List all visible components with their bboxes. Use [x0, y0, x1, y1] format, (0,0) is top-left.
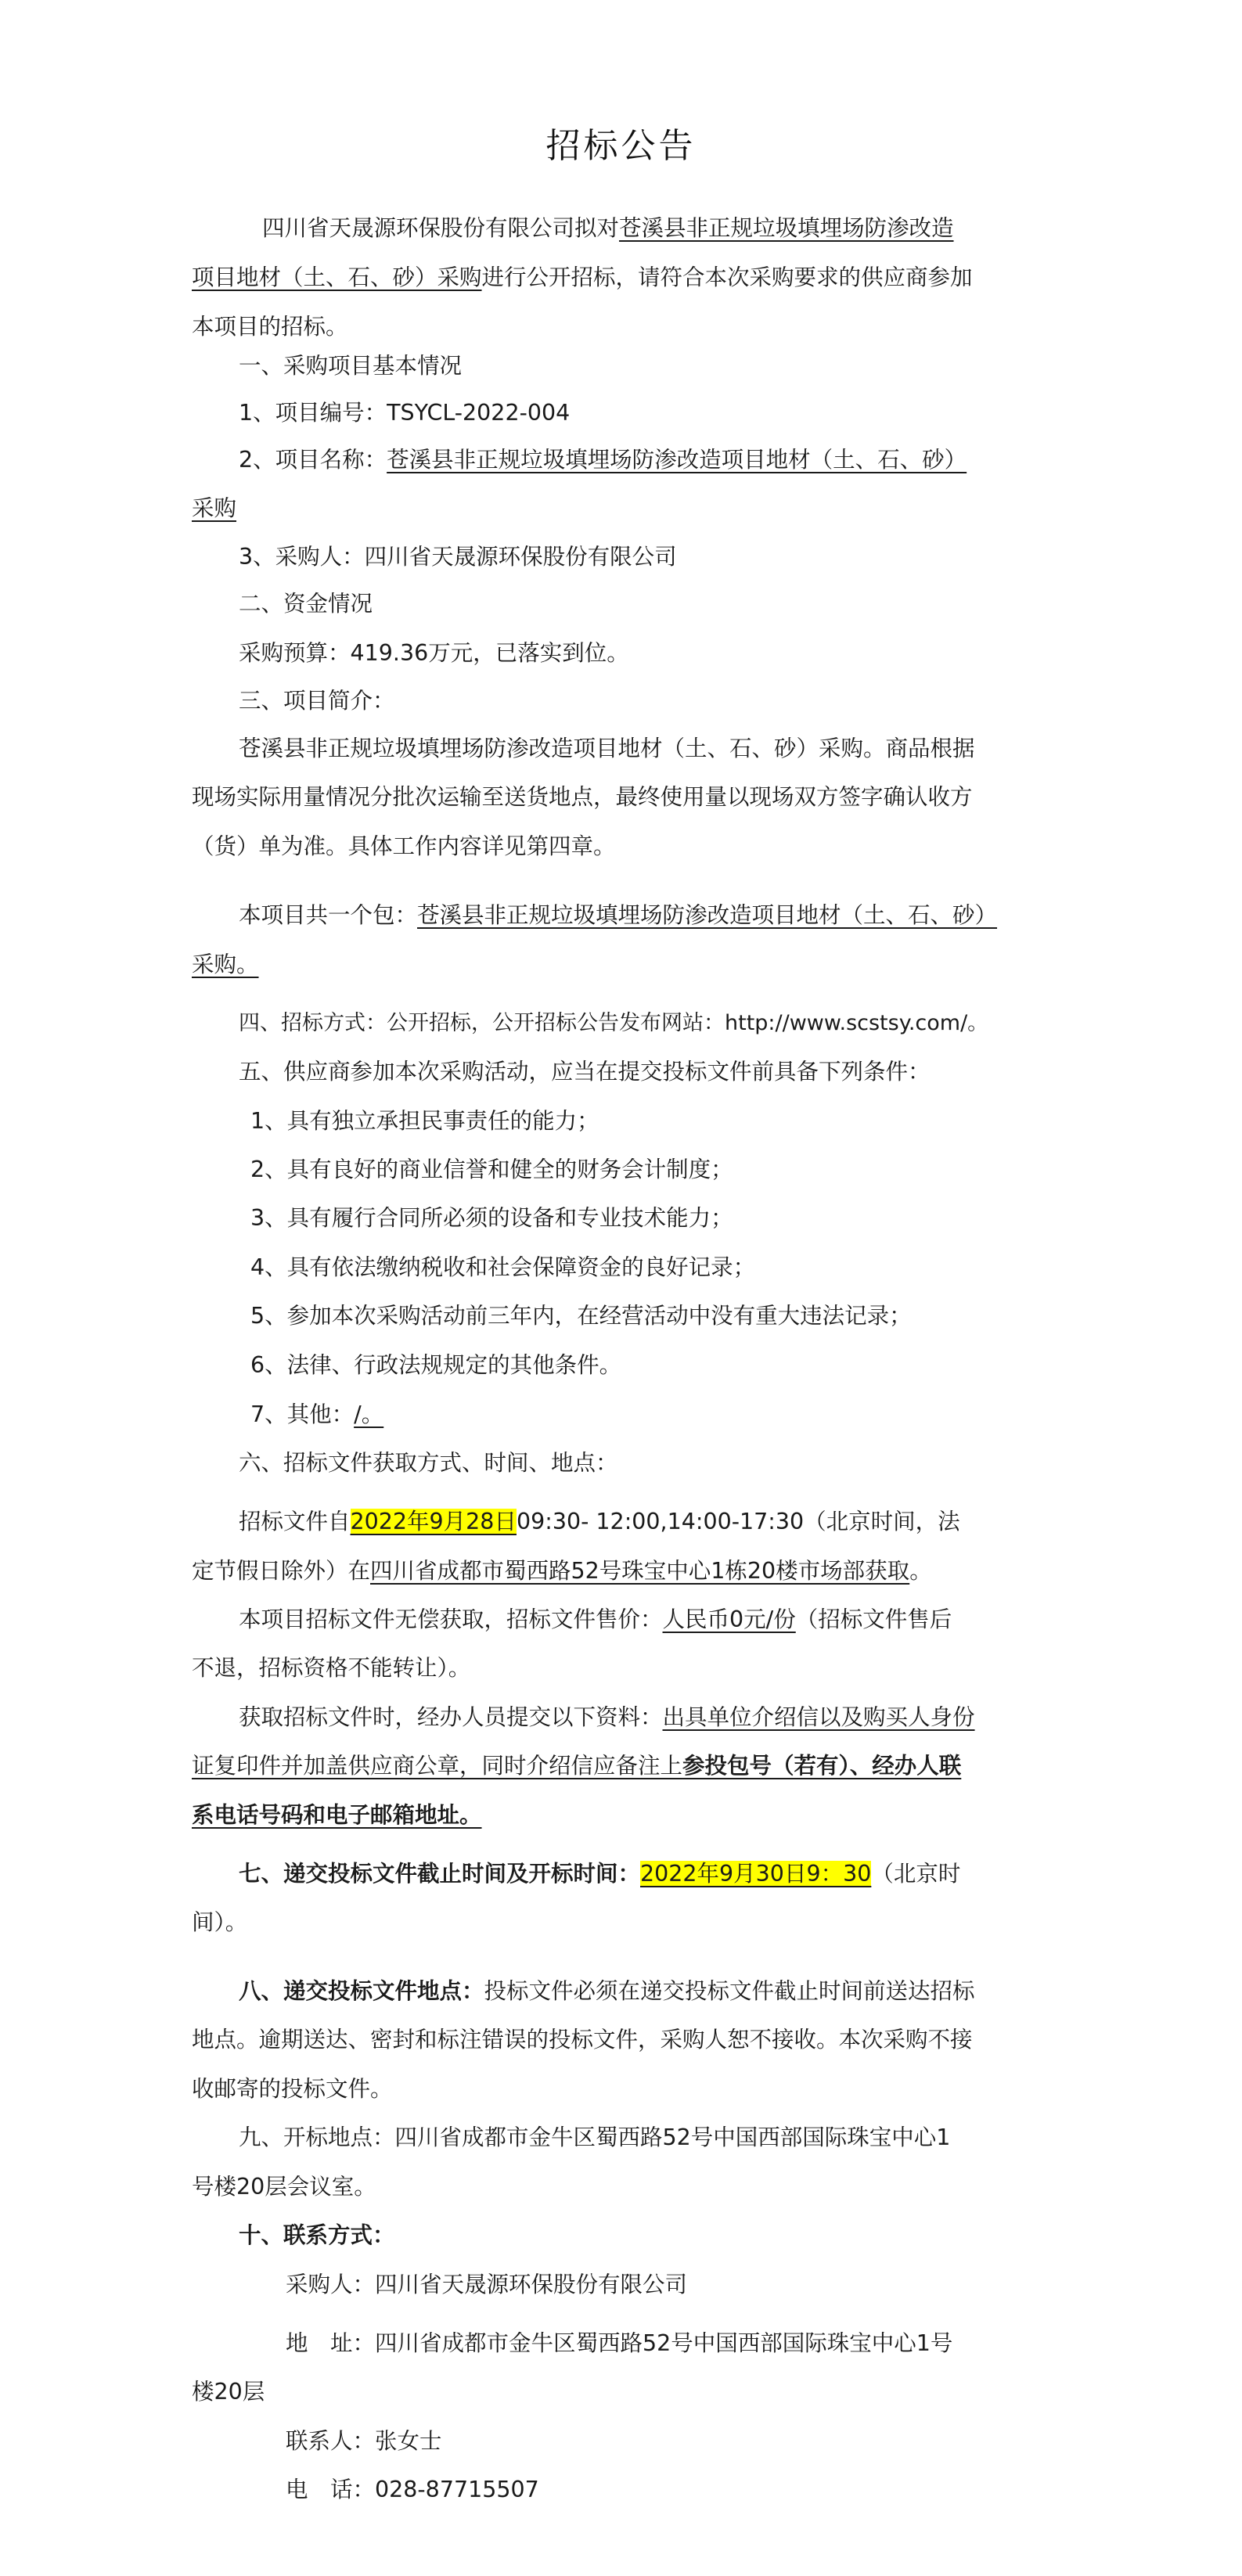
submission-text: 投标文件必须在递交投标文件截止时间前送达招标 [484, 1978, 975, 2004]
condition-item: 1、具有独立承担民事责任的能力； [250, 1108, 599, 1134]
doc-fee-value: 人民币0元/份 [662, 1606, 796, 1632]
opening-place-line-2: 号楼20层会议室。 [192, 2174, 376, 2200]
project-name-link: 苍溪县非正规垃圾填埋场防渗改造 [619, 215, 954, 241]
project-code: 1、项目编号：TSYCL-2022-004 [239, 400, 571, 426]
intro-desc-2: 现场实际用量情况分批次运输至送货地点，最终使用量以现场双方签字确认收方 [192, 784, 973, 810]
deadline-heading: 七、递交投标文件截止时间及开标时间： [239, 1861, 641, 1887]
budget-line: 采购预算：419.36万元，已落实到位。 [239, 640, 629, 666]
package-value: 苍溪县非正规垃圾填埋场防渗改造项目地材（土、石、砂） [417, 902, 998, 928]
submission-heading: 八、递交投标文件地点： [239, 1978, 484, 2004]
intro-desc-1: 苍溪县非正规垃圾填埋场防渗改造项目地材（土、石、砂）采购。商品根据 [239, 736, 975, 761]
contact-address: 地 址：四川省成都市金牛区蜀西路52号中国西部国际珠宝中心1号 [286, 2330, 953, 2356]
project-name-value: 苍溪县非正规垃圾填埋场防渗改造项目地材（土、石、砂） [387, 447, 967, 473]
condition-item: 4、具有依法缴纳税收和社会保障资金的良好记录； [250, 1254, 756, 1280]
contact-phone: 电 话：028-87715507 [286, 2477, 539, 2502]
opening-place-line: 九、开标地点：四川省成都市金牛区蜀西路52号中国西部国际珠宝中心1 [239, 2124, 951, 2150]
submission-line-3: 收邮寄的投标文件。 [192, 2076, 393, 2102]
condition-item: 6、法律、行政法规规定的其他条件。 [250, 1352, 622, 1378]
doc-get-holiday: 定节假日除外）在 [192, 1558, 371, 1584]
doc-fee-line [239, 1604, 952, 1635]
buyer-line: 3、采购人：四川省天晟源环保股份有限公司 [239, 544, 677, 570]
contact-address-cont: 楼20层 [192, 2379, 265, 2405]
page-title: 招标公告 [545, 126, 697, 166]
package-line [239, 900, 997, 931]
doc-materials-value: 出具单位介绍信以及购买人身份 [662, 1704, 975, 1730]
doc-get-time: 09:30- 12:00,14:00-17:30（北京时间，法 [516, 1509, 960, 1534]
doc-fee-text: 本项目招标文件无偿获取，招标文件售价： [239, 1606, 663, 1632]
section-3-heading: 三、项目简介： [239, 688, 395, 714]
doc-fee-line-2: 不退，招标资格不能转让）。 [192, 1655, 471, 1681]
project-name-underlined: 项目地材（土、石、砂）采购 [192, 264, 482, 290]
intro-text: 进行公开招标，请符合本次采购要求的供应商参加 [481, 264, 973, 290]
project-name-label: 2、项目名称： [239, 447, 387, 473]
doc-materials-line-2 [192, 1750, 961, 1782]
deadline-tail: （北京时 [871, 1861, 961, 1887]
doc-materials-value-2: 证复印件并加盖供应商公章，同时介绍信应备注上 [192, 1753, 683, 1779]
doc-materials-text: 获取招标文件时，经办人员提交以下资料： [239, 1704, 663, 1730]
project-name-value-cont: 采购 [192, 495, 237, 521]
doc-get-address: 四川省成都市蜀西路52号珠宝中心1栋20楼市场部获取 [370, 1558, 910, 1584]
submission-line-2: 地点。逾期送达、密封和标注错误的投标文件，采购人恕不接收。本次采购不接 [192, 2027, 973, 2053]
intro-line-3: 本项目的招标。 [192, 314, 348, 340]
doc-fee-tail: （招标文件售后 [795, 1606, 952, 1632]
doc-materials-line-3 [192, 1800, 482, 1831]
condition-item: 2、具有良好的商业信誉和健全的财务会计制度； [250, 1157, 733, 1182]
doc-get-prefix: 招标文件自 [239, 1509, 351, 1534]
intro-text: 四川省天晟源环保股份有限公司拟对 [262, 215, 620, 241]
section-5-heading: 五、供应商参加本次采购活动，应当在提交投标文件前具备下列条件： [239, 1059, 931, 1085]
package-label: 本项目共一个包： [239, 902, 418, 928]
project-name-cont [192, 493, 236, 524]
intro-line-1 [262, 213, 954, 244]
deadline-line [239, 1858, 960, 1890]
condition-item: 3、具有履行合同所必须的设备和专业技术能力； [250, 1205, 733, 1231]
condition-item-7-label: 7、其他： [250, 1401, 355, 1427]
contact-person: 联系人：张女士 [286, 2428, 442, 2454]
doc-get-place-line [192, 1556, 932, 1587]
doc-materials-value-3: 系电话号码和电子邮箱地址。 [192, 1802, 482, 1828]
doc-get-time-line [239, 1506, 960, 1538]
section-2-heading: 二、资金情况 [239, 591, 373, 617]
condition-item-7 [250, 1399, 383, 1430]
submission-place-line [239, 1976, 975, 2007]
doc-get-period: 。 [909, 1558, 932, 1584]
doc-get-date: 2022年9月28日 [350, 1509, 517, 1534]
intro-desc-3: （货）单为准。具体工作内容详见第四章。 [192, 833, 616, 859]
section-6-heading: 六、招标文件获取方式、时间、地点： [239, 1450, 618, 1476]
intro-line-2 [192, 262, 973, 293]
package-line-cont [192, 949, 259, 980]
contact-heading: 十、联系方式： [239, 2222, 395, 2248]
package-value-cont: 采购。 [192, 952, 259, 977]
doc-materials-value-bold: 参投包号（若有）、经办人联 [682, 1753, 962, 1779]
doc-materials-line [239, 1702, 975, 1733]
deadline-value: 2022年9月30日9：30 [640, 1861, 872, 1887]
condition-item: 5、参加本次采购活动前三年内，在经营活动中没有重大违法记录； [250, 1303, 912, 1329]
project-name-line [239, 444, 967, 476]
contact-buyer: 采购人：四川省天晟源环保股份有限公司 [286, 2272, 688, 2297]
section-4-method: 四、招标方式：公开招标，公开招标公告发布网站：http://www.scstsy.com/。 [239, 1011, 989, 1035]
section-1-heading: 一、采购项目基本情况 [239, 353, 463, 379]
condition-item-7-value: /。 [354, 1401, 384, 1427]
deadline-line-2: 间）。 [192, 1909, 248, 1935]
